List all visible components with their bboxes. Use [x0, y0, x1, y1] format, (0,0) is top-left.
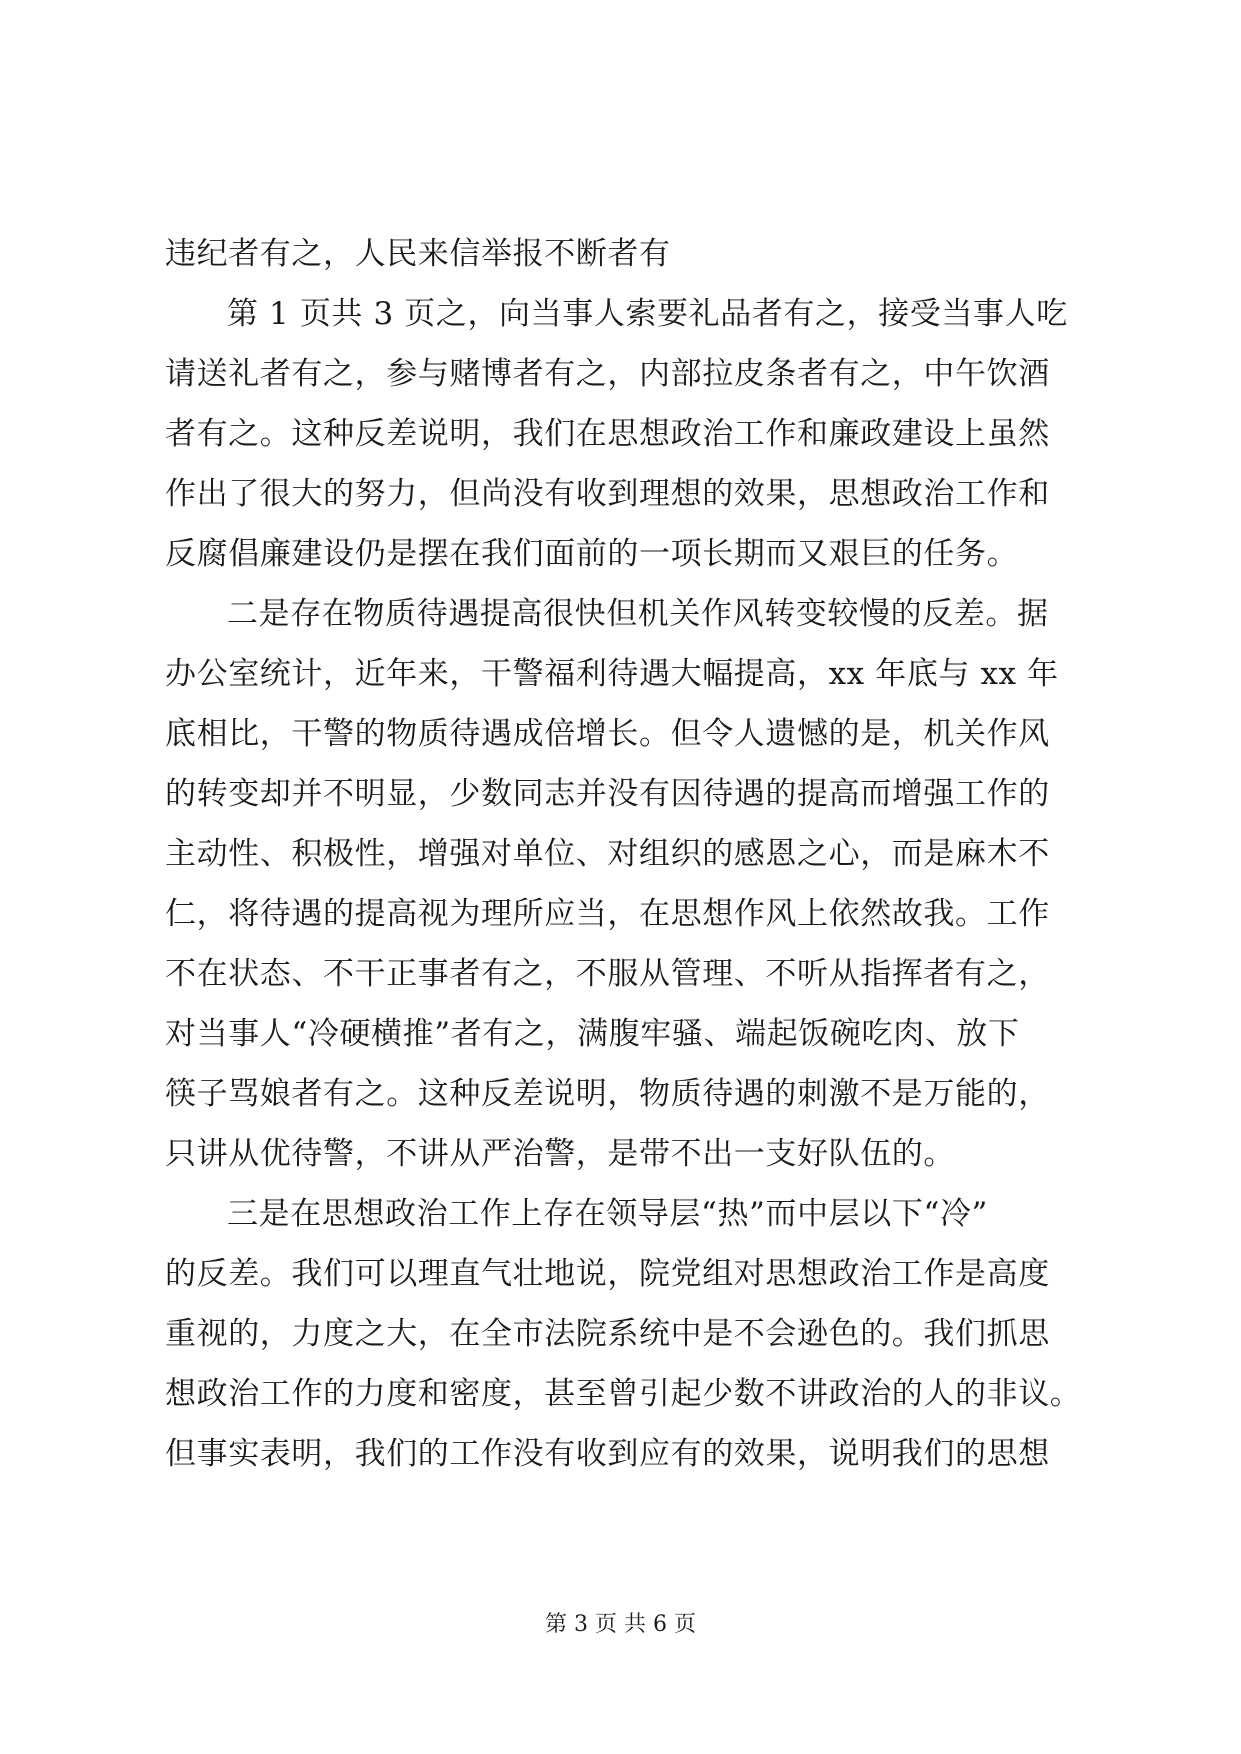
text-line: 的转变却并不明显，少数同志并没有因待遇的提高而增强工作的	[165, 776, 1050, 812]
text-line: 重视的，力度之大，在全市法院系统中是不会逊色的。我们抓思	[165, 1316, 1050, 1352]
text-line: 二是存在物质待遇提高很快但机关作风转变较慢的反差。据	[227, 596, 1049, 632]
text-line: 者有之。这种反差说明，我们在思想政治工作和廉政建设上虽然	[165, 416, 1050, 452]
text-line: 只讲从优待警，不讲从严治警，是带不出一支好队伍的。	[165, 1136, 955, 1172]
text-line: 但事实表明，我们的工作没有收到应有的效果，说明我们的思想	[165, 1436, 1050, 1472]
text-line: 办公室统计，近年来，干警福利待遇大幅提高，xx 年底与 xx 年	[165, 656, 1059, 692]
text-line: 三是在思想政治工作上存在领导层“热”而中层以下“冷”	[227, 1196, 988, 1232]
text-line: 仁，将待遇的提高视为理所应当，在思想作风上依然故我。工作	[165, 896, 1050, 932]
text-line: 请送礼者有之，参与赌博者有之，内部拉皮条者有之，中午饮酒	[165, 356, 1050, 392]
text-line: 的反差。我们可以理直气壮地说，院党组对思想政治工作是高度	[165, 1256, 1050, 1292]
text-line: 不在状态、不干正事者有之，不服从管理、不听从指挥者有之，	[165, 956, 1050, 992]
text-line: 底相比，干警的物质待遇成倍增长。但令人遗憾的是，机关作风	[165, 716, 1050, 752]
page-number-label: 第 3 页 共 6 页	[545, 1612, 696, 1637]
page-footer	[0, 1610, 1241, 1640]
text-line: 对当事人“冷硬横推”者有之，满腹牢骚、端起饭碗吃肉、放下	[165, 1016, 1020, 1052]
text-line: 主动性、积极性，增强对单位、对组织的感恩之心，而是麻木不	[165, 836, 1050, 872]
text-line: 违纪者有之，人民来信举报不断者有	[165, 236, 671, 272]
text-line: 第 1 页共 3 页之，向当事人索要礼品者有之，接受当事人吃	[227, 296, 1068, 332]
text-line: 想政治工作的力度和密度，甚至曾引起少数不讲政治的人的非议。	[165, 1376, 1082, 1412]
text-line: 作出了很大的努力，但尚没有收到理想的效果，思想政治工作和	[165, 476, 1050, 512]
text-line: 筷子骂娘者有之。这种反差说明，物质待遇的刺激不是万能的，	[165, 1076, 1050, 1112]
text-line: 反腐倡廉建设仍是摆在我们面前的一项长期而又艰巨的任务。	[165, 536, 1019, 572]
